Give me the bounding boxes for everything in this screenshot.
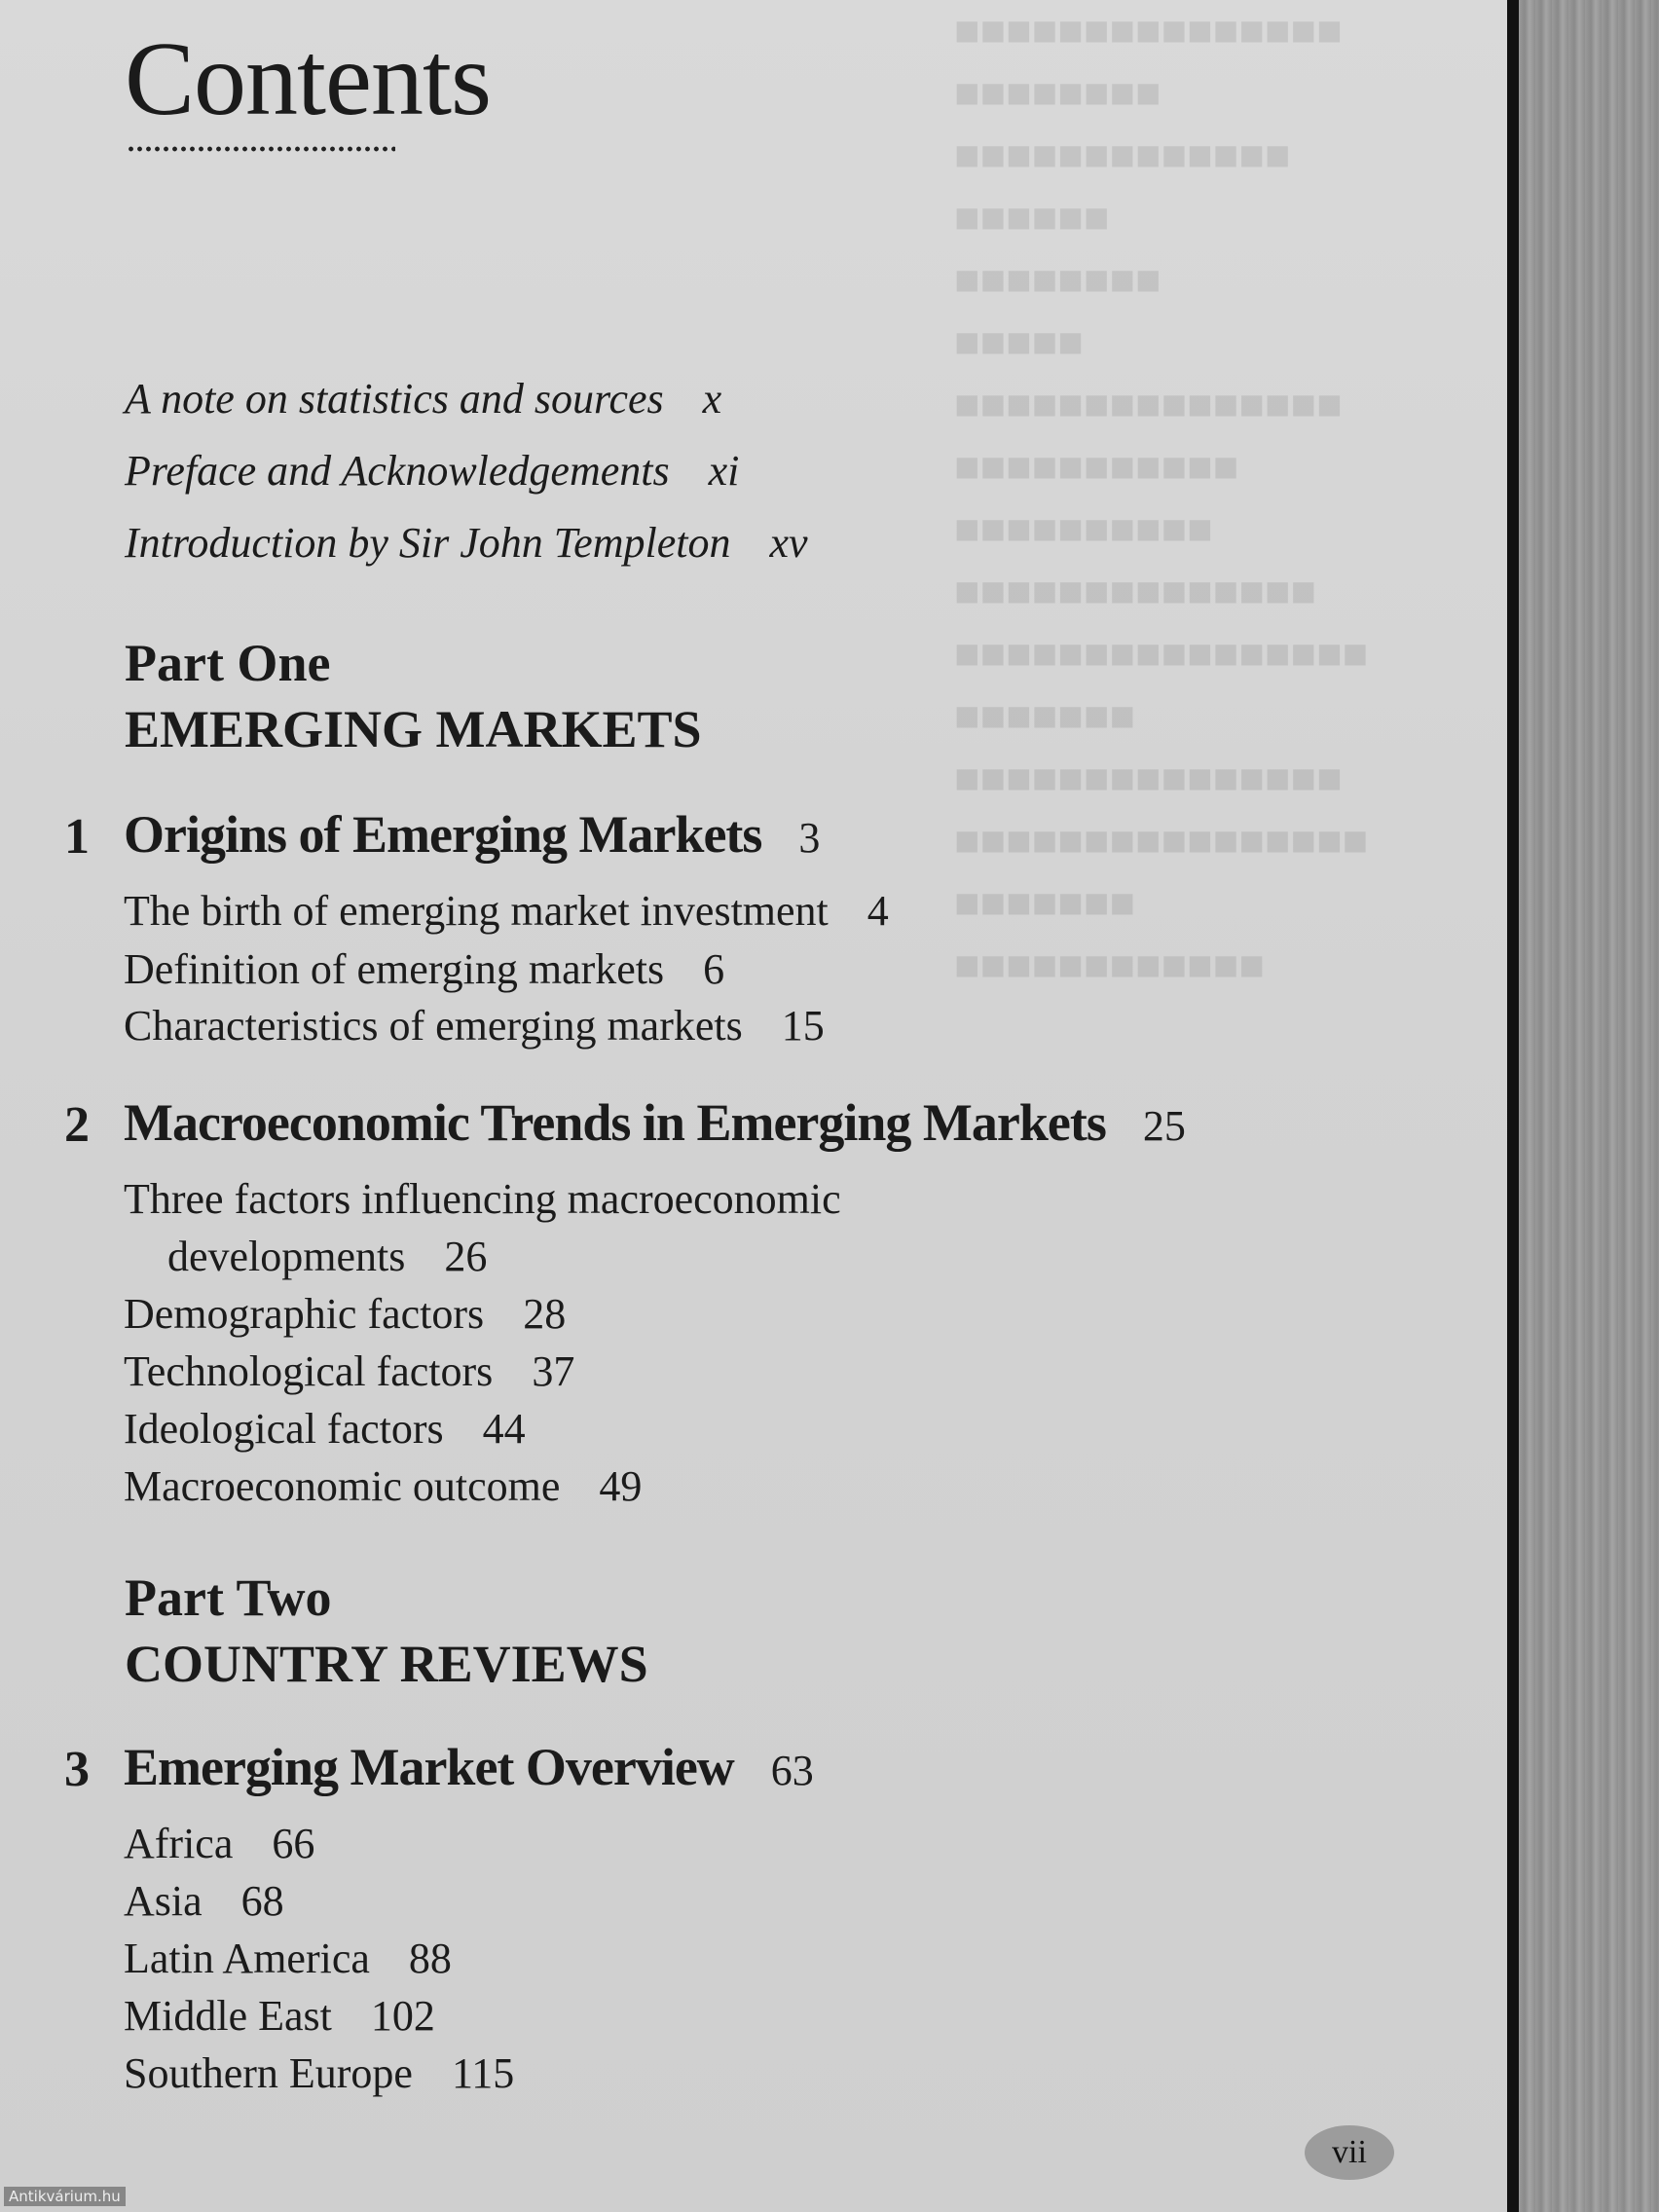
background-surface [1519, 0, 1659, 2212]
show-through-text: ■■■■■■■■■■■■■■■ ■■■■■■■■ ■■■■■■■■■■■■■ ■■■■■■ ■■■■■■■■ ■■■■■ ■■■■■■■■■■■■■■■ ■■■■■■■■■■■ ■■■■■■■■■■ ■■■■■■■■■■■■■■ ■■■■■■■■■■■■■■■■ ■■■■■■■ ■■■■■■■■■■■■■■■ ■■■■■■■■■■■■■■■■ ■■■■■■■ ■■■■■■■■■■■■ [954, 7, 1369, 989]
toc-entry: Macroeconomic outcome 49 [124, 1462, 643, 1510]
prelim-entry: Introduction by Sir John Templeton xv [125, 519, 808, 567]
toc-entry: Demographic factors 28 [124, 1290, 567, 1338]
toc-entry: Latin America 88 [124, 1935, 452, 1982]
part-title: EMERGING MARKETS [125, 700, 702, 758]
toc-entry: Asia 68 [124, 1877, 284, 1925]
chapter-number: 3 [64, 1742, 90, 1797]
chapter-title: Macroeconomic Trends in Emerging Markets 25 [124, 1093, 1186, 1152]
chapter-title: Emerging Market Overview 63 [124, 1738, 814, 1796]
toc-entry: Three factors influencing macroeconomic [124, 1175, 841, 1223]
toc-entry: Africa 66 [124, 1820, 315, 1867]
watermark: Antikvárium.hu [4, 2187, 126, 2206]
chapter-number: 1 [64, 809, 90, 865]
page-number-folio: vii [1305, 2125, 1394, 2180]
toc-entry: Southern Europe 115 [124, 2049, 515, 2097]
chapter-number: 2 [64, 1097, 90, 1153]
toc-entry: Ideological factors 44 [124, 1405, 526, 1453]
toc-entry: Technological factors 37 [124, 1347, 575, 1395]
toc-entry: The birth of emerging market investment 4 [124, 887, 889, 935]
prelim-entry: Preface and Acknowledgements xi [125, 447, 740, 495]
toc-entry-continuation: developments 26 [167, 1233, 488, 1280]
toc-entry: Middle East 102 [124, 1992, 435, 2040]
part-label: Part Two [125, 1568, 332, 1627]
chapter-title: Origins of Emerging Markets 3 [124, 805, 821, 864]
page-title: Contents [125, 21, 492, 137]
toc-entry: Definition of emerging markets 6 [124, 945, 725, 993]
dotted-rule [127, 146, 395, 152]
part-title: COUNTRY REVIEWS [125, 1635, 648, 1693]
prelim-entry: A note on statistics and sources x [125, 375, 722, 423]
page-edge-shadow [1507, 0, 1519, 2212]
toc-entry: Characteristics of emerging markets 15 [124, 1002, 825, 1050]
part-label: Part One [125, 634, 331, 692]
